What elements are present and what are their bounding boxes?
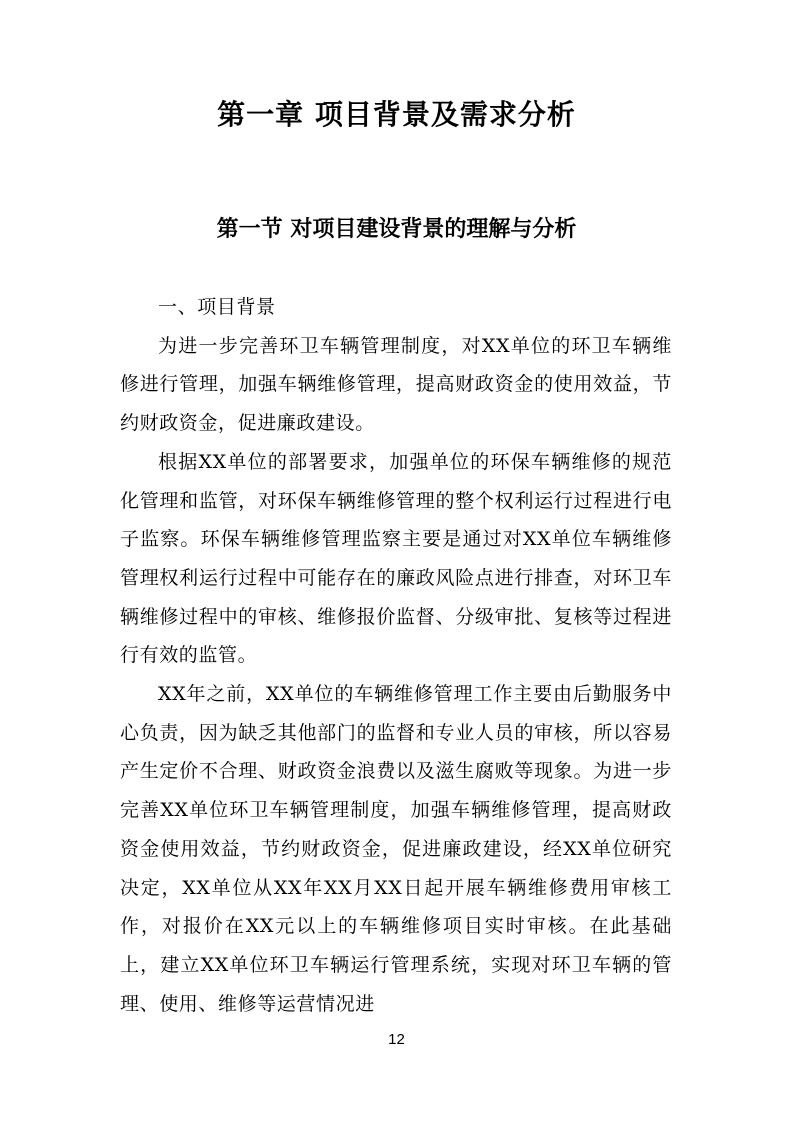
chapter-title: 第一章 项目背景及需求分析 [217, 98, 576, 131]
page-number: 12 [388, 1031, 405, 1048]
paragraph-3: XX年之前，XX单位的车辆维修管理工作主要由后勤服务中心负责，因为缺乏其他部门的监督和专业人员的审核，所以容易产生定价不合理、财政资金浪费以及滋生腐败等现象。为进一步完善XX单位环卫车辆管理制度，加强车辆维修管理，提高财政资金使用效益，节约财政资金，促进廉政建设，经XX单位研究决定，XX单位从XX年XX月XX日起开展车辆维修费用审核工作，对报价在XX元以上的车辆维修项目实时审核。在此基础上，建立XX单位环卫车辆运行管理系统，实现对环卫车辆的管理、使用、维修等运营情况进 [120, 683, 672, 1015]
subheading: 一、项目背景 [158, 296, 276, 318]
document-body [120, 288, 672, 1023]
paragraph-2: 根据XX单位的部署要求，加强单位的环保车辆维修的规范化管理和监管，对环保车辆维修管理的整个权利运行过程进行电子监察。环保车辆维修管理监察主要是通过对XX单位车辆维修管理权利运行过程中可能存在的廉政风险点进行排查，对环卫车辆维修过程中的审核、维修报价监督、分级审批、复核等过程进行有效的监管。 [120, 450, 672, 667]
paragraph-1: 为进一步完善环卫车辆管理制度，对XX单位的环卫车辆维修进行管理，加强车辆维修管理，提高财政资金的使用效益，节约财政资金，促进廉政建设。 [120, 334, 672, 435]
section-title: 第一节 对项目建设背景的理解与分析 [216, 217, 577, 242]
